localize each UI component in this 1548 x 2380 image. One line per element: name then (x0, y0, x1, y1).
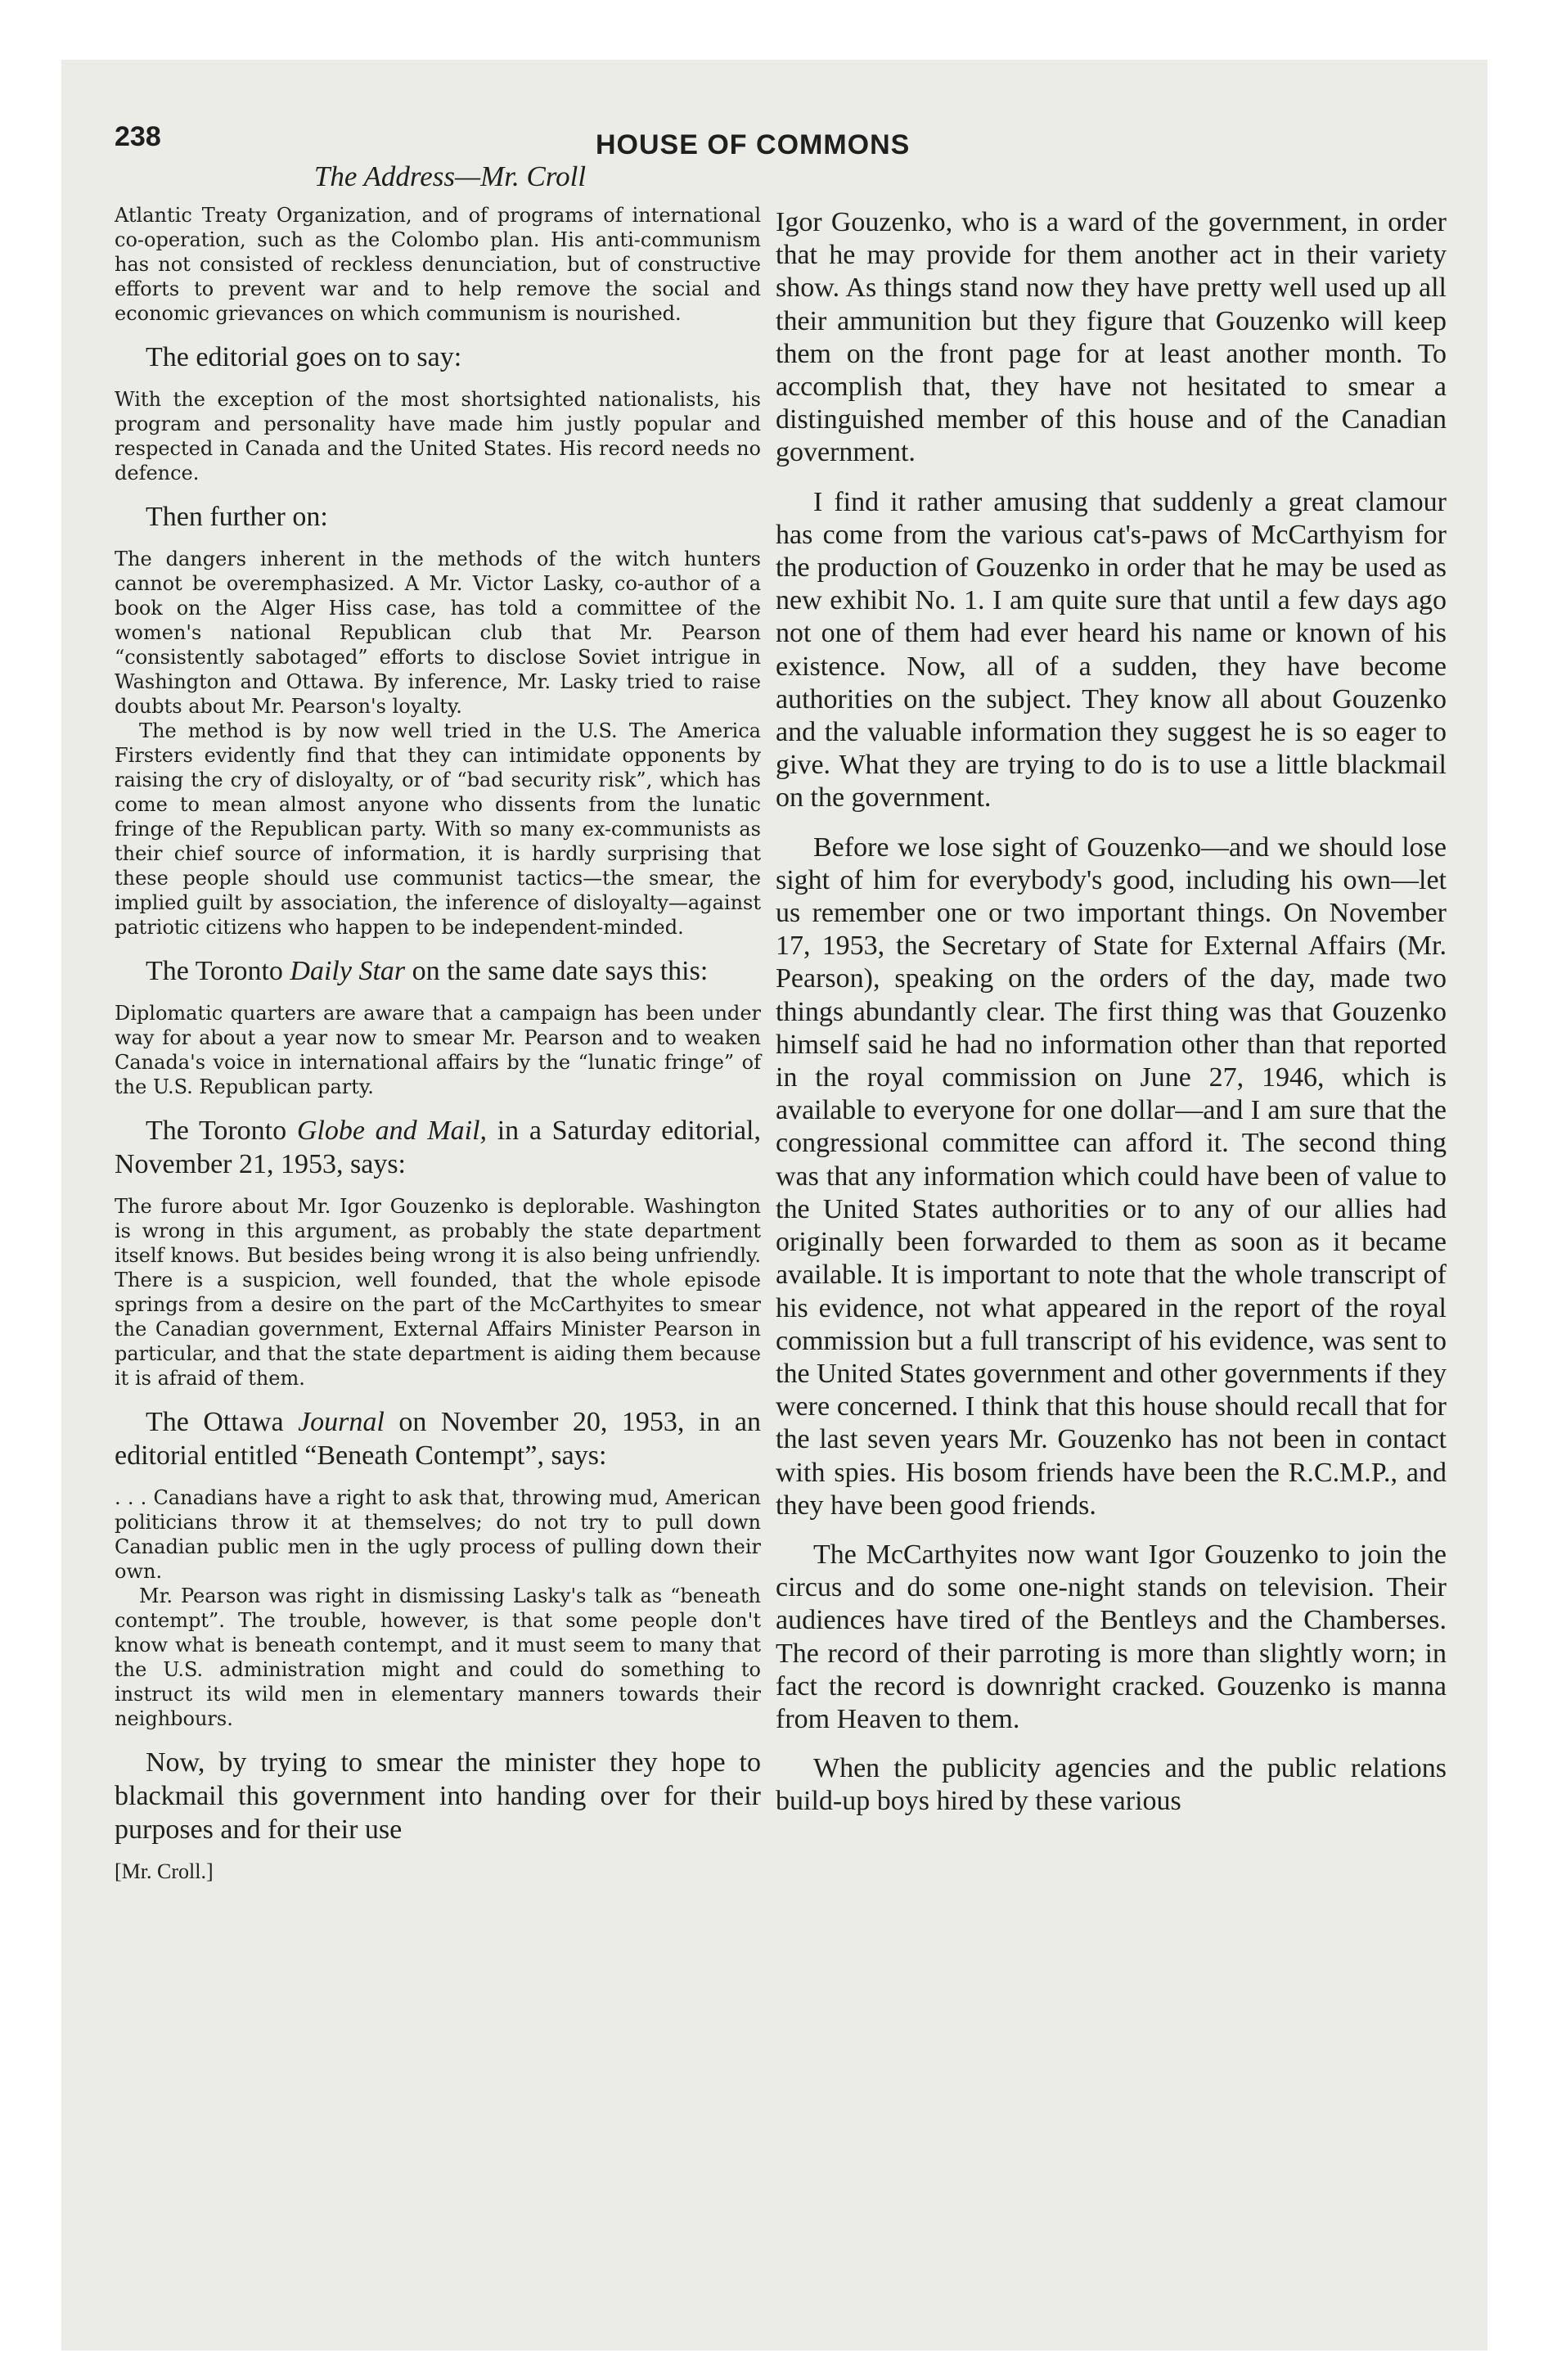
narration-paragraph: Then further on: (146, 502, 328, 532)
text-run: The Ottawa (146, 1407, 299, 1437)
text-run: on November 20, 1953, in an editorial entitled “Beneath Contempt”, says: (115, 1407, 761, 1471)
speaker-note: [Mr. Croll.] (115, 1859, 214, 1883)
section-heading: The Address—Mr. Croll (313, 160, 587, 192)
right-column (776, 206, 1447, 1835)
narration-paragraph: The editorial goes on to say: (146, 342, 462, 372)
quote-paragraph: The furore about Mr. Igor Gouzenko is deplorable. Washington is wrong in this argument, as probably the state department itself knows. But besides being wrong it is also being unfriendly. There is a suspicion, well founded, that the whole episode springs from a desire on the part of the McCarthyites to smear the Canadian government, External Affairs Minister Pearson in particular, and that the state department is aiding them because it is afraid of them. (115, 1195, 761, 1390)
page-number: 238 (115, 121, 161, 152)
publication-name: Daily Star (290, 956, 406, 986)
narration-paragraph: When the publicity agencies and the public relations build-up boys hired by these various (776, 1753, 1447, 1817)
publication-name: Journal (298, 1407, 385, 1437)
narration-paragraph (115, 1114, 761, 1181)
narration-paragraph: The McCarthyites now want Igor Gouzenko to join the circus and do some one-night stands on television. Their audiences have tired of the Bentleys and the Chamberses. The record of their parroting is more than slightly worn; in fact the record is downright cracked. Gouzenko is manna from Heaven to them. (776, 1539, 1447, 1734)
text-run: The Toronto (146, 1116, 297, 1146)
quote-paragraph: Atlantic Treaty Organization, and of programs of international co-operation, such as the Colombo plan. His anti-communism has not consisted of reckless denunciation, but of constructive efforts to prevent war and to help remove the social and economic grievances on which communism is nourished. (115, 204, 761, 325)
quote-paragraph: . . . Canadians have a right to ask that, throwing mud, American politicians throw it at themselves; do not try to pull down Canadian public men in the ugly process of pulling down their own. (115, 1486, 761, 1583)
quote-paragraph: The dangers inherent in the methods of the witch hunters cannot be overemphasized. A Mr. Victor Lasky, co-author of a book on the Alger Hiss case, has told a committee of the women's national Republican club that Mr. Pearson “consistently sabotaged” efforts to disclose Soviet intrigue in Washington and Ottawa. By inference, Mr. Lasky tried to raise doubts about Mr. Pearson's loyalty. (115, 548, 761, 718)
text-run: on the same date says this: (405, 956, 709, 986)
running-header: HOUSE OF COMMONS (596, 129, 911, 160)
narration-paragraph: I find it rather amusing that suddenly a great clamour has come from the various cat's-paws of McCarthyism for the production of Gouzenko in order that he may be used as new exhibit No. 1. I am quite sure that until a few days ago not one of them had ever heard his name or known of his existence. Now, all of a sudden, they have become authorities on the subject. They know all about Gouzenko and the valuable information they suggest he is so eager to give. What they are trying to do is to use a little blackmail on the government. (776, 486, 1447, 814)
narration-paragraph: Before we lose sight of Gouzenko—and we should lose sight of him for everybody's good, including his own—let us remember one or two important things. On November 17, 1953, the Secretary of State for External Affairs (Mr. Pearson), speaking on the orders of the day, made two things abundantly clear. The first thing was that Gouzenko himself said he had no information other than that reported in the royal commission on June 27, 1946, which is available to everyone for one dollar—and I am sure that the congressional committee can afford it. The second thing was that any information which could have been of value to the United States authorities or to any of our allies had originally been forwarded to them as soon as it became available. It is important to note that the whole transcript of his evidence, not what appeared in the report of the royal commission but a full transcript of his evidence, was sent to the United States government and other governments if they were concerned. I think that this house should recall that for the last seven years Mr. Gouzenko has not been in contact with spies. His bosom friends have been the R.C.M.P., and they have been good friends. (776, 832, 1447, 1521)
text-run: The Toronto (146, 956, 290, 986)
quote-paragraph: Mr. Pearson was right in dismissing Lasky's talk as “beneath contempt”. The trouble, however, is that some people don't know what is beneath contempt, and it must seem to many that the U.S. administration might and could do something to instruct its wild men in elementary manners towards their neighbours. (115, 1584, 761, 1730)
text-run: in a Saturday editorial, November 21, 1953, says: (115, 1116, 761, 1179)
left-column (115, 160, 761, 1884)
quote-paragraph: The method is by now well tried in the U.S. The America Firsters evidently find that they can intimidate opponents by raising the cry of disloyalty, or of “bad security risk”, which has come to mean almost anyone who dissents from the lunatic fringe of the Republican party. With so many ex-communists as their chief source of information, it is hardly surprising that these people should use communist tactics—the smear, the implied guilt by association, the inference of disloyalty—against patriotic citizens who happen to be independent-minded. (115, 719, 761, 939)
narration-paragraph: Igor Gouzenko, who is a ward of the government, in order that he may provide for them another act in their variety show. As things stand now they have pretty well used up all their ammunition but they figure that Gouzenko will keep them on the front page for at least another month. To accomplish that, they have not hesitated to smear a distinguished member of this house and of the Canadian government. (776, 207, 1447, 468)
publication-name: Globe and Mail, (296, 1116, 488, 1146)
narration-paragraph (115, 1405, 761, 1472)
quote-paragraph: With the exception of the most shortsighted nationalists, his program and personality have made him justly popular and respected in Canada and the United States. His record needs no defence. (115, 388, 761, 485)
narration-paragraph: Now, by trying to smear the minister they hope to blackmail this government into handing over for their purposes and for their use (115, 1747, 761, 1845)
narration-paragraph (115, 954, 761, 988)
quote-paragraph: Diplomatic quarters are aware that a campaign has been under way for about a year now to smear Mr. Pearson and to weaken Canada's voice in international affairs by the “lunatic fringe” of the U.S. Republican party. (115, 1002, 761, 1098)
